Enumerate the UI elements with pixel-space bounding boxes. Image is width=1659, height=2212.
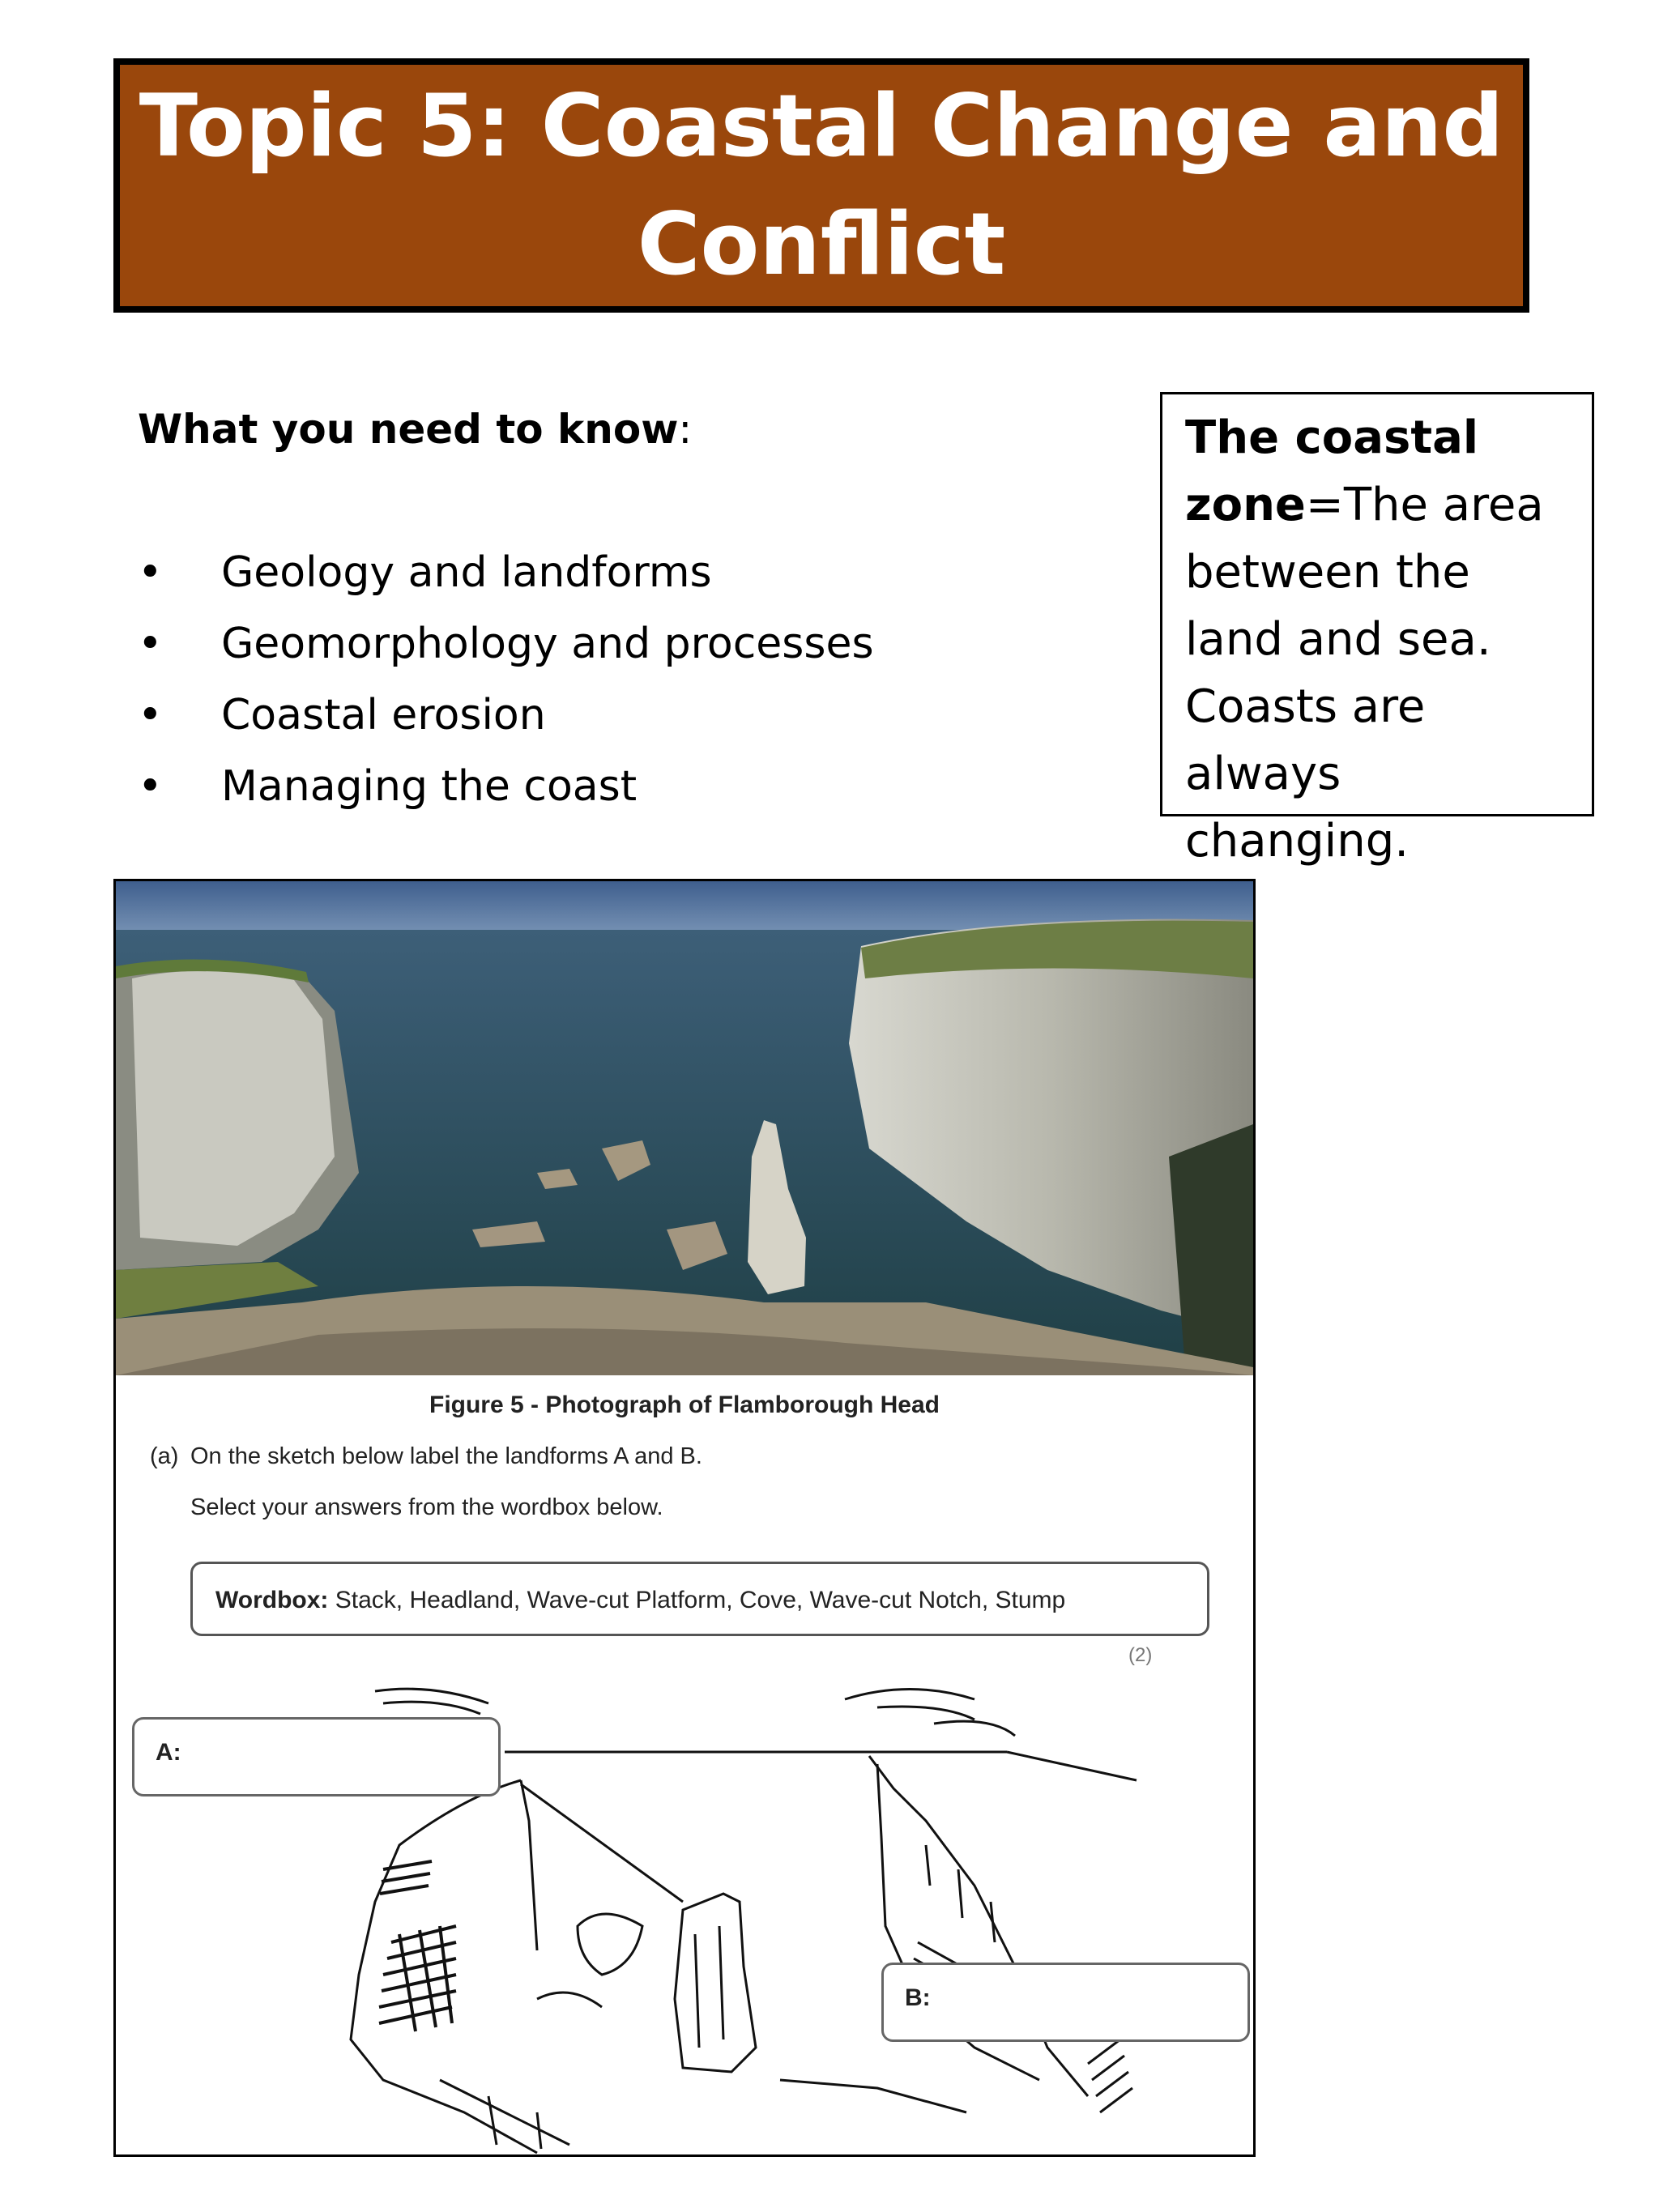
list-item-text: Geology and landforms [221,548,712,597]
definition-term-line-1: The coastal [1185,411,1479,464]
definition-line-3: between the [1185,546,1470,599]
bullet-icon: • [138,691,163,739]
answer-label-a: A: [156,1739,181,1766]
flamborough-head-photo [116,881,1253,1375]
list-item-text: Geomorphology and processes [221,620,874,668]
bullet-icon: • [138,762,163,811]
need-to-know-heading [138,401,692,458]
list-item-text: Coastal erosion [221,691,546,739]
bullet-icon: • [138,548,163,597]
wordbox-label: Wordbox: [215,1587,329,1613]
answer-label-b: B: [905,1984,931,2011]
definition-line-4: land and sea. [1185,613,1491,666]
figure-caption: Figure 5 - Photograph of Flamborough Head [429,1392,940,1418]
question-line-b: Select your answers from the wordbox below. [190,1494,663,1520]
question-prefix: (a) [150,1443,179,1469]
wordbox [190,1562,1209,1636]
answer-box-b[interactable] [881,1963,1250,2042]
definition-term-line-2: zone [1185,479,1306,531]
list-item [138,687,874,758]
wordbox-items: Stack, Headland, Wave-cut Platform, Cove, Wave-cut Notch, Stump [335,1587,1066,1613]
title-banner [113,58,1529,313]
question-line-a: On the sketch below label the landforms A and B. [190,1443,702,1469]
exam-figure [113,879,1256,2157]
answer-box-a[interactable] [132,1717,501,1796]
bullet-icon: • [138,620,163,668]
title-line-2: Conflict [637,194,1006,294]
title-line-1: Topic 5: Coastal Change and [139,76,1504,176]
marks-label: (2) [1128,1644,1153,1666]
need-to-know-colon: : [678,406,693,453]
list-item [138,758,874,829]
definition-text-line-2: =The area [1305,479,1544,531]
list-item-text: Managing the coast [221,762,638,811]
need-to-know-label: What you need to know [138,406,679,453]
topics-list [138,544,874,829]
definition-box [1160,392,1594,867]
definition-line-6: always changing. [1185,748,1410,867]
list-item [138,544,874,616]
definition-line-5: Coasts are [1185,680,1426,733]
list-item [138,616,874,687]
